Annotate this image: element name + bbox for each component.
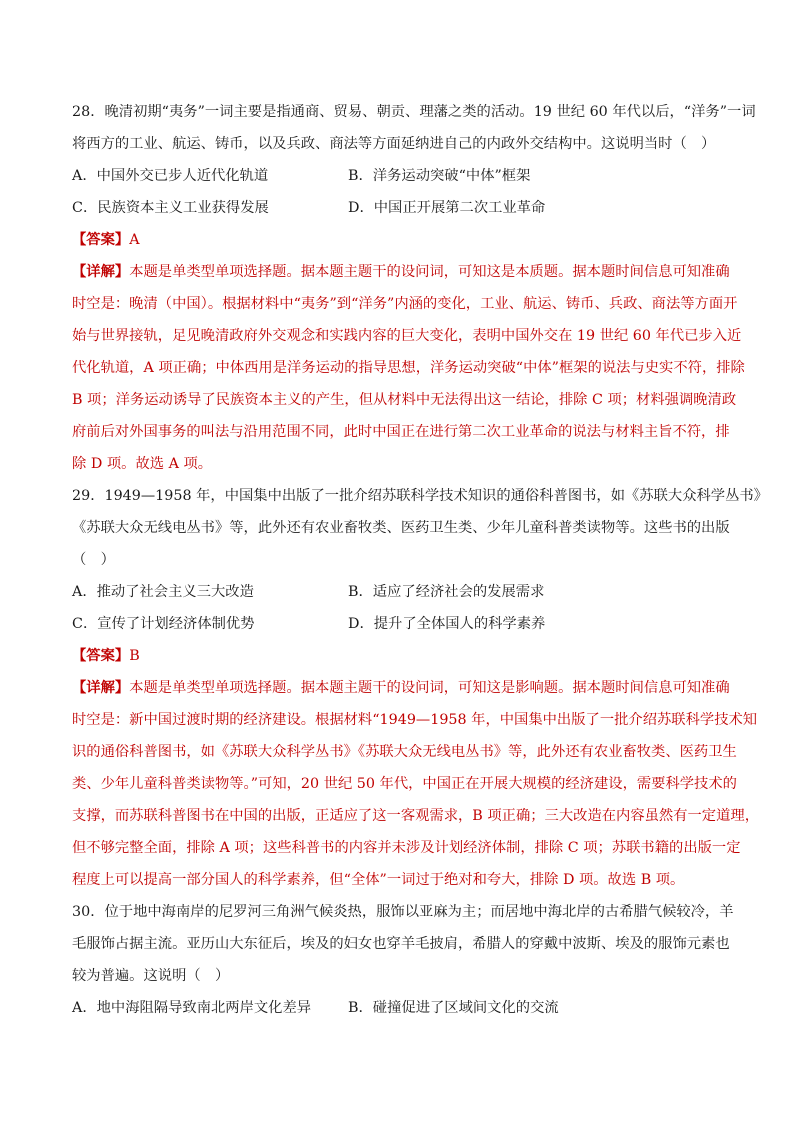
question-stem-line: 30．位于地中海南岸的尼罗河三角洲气候炎热，服饰以亚麻为主；而居地中海北岸的古希腊气候较冷，羊 <box>72 904 734 920</box>
options-row <box>72 160 724 192</box>
explanation-line <box>72 672 730 704</box>
question-stem-line: 《苏联大众无线电丛书》等，此外还有农业畜牧类、医药卫生类、少年儿童科普类读物等。这些书的出版 <box>72 520 730 536</box>
answer-value: A <box>129 232 140 248</box>
question-stem-line: 29．1949—1958 年，中国集中出版了一批介绍苏联科学技术知识的通俗科普图书，如《苏联大众科学丛书》 <box>72 488 768 504</box>
explanation-text: 本题是单类型单项选择题。据本题主题干的设问词，可知这是影响题。据本题时间信息可知准确 <box>129 680 730 696</box>
question-stem-line: 较为普遍。这说明（ ） <box>72 968 230 984</box>
explanation-line: 代化轨道，A 项正确；中体西用是洋务运动的指导思想，洋务运动突破“中体”框架的说法与史实不符，排除 <box>72 360 745 376</box>
explanation <box>72 256 745 480</box>
question-29 <box>72 480 768 896</box>
explain-tag: 【详解】 <box>72 264 130 280</box>
explanation-line: 时空是：新中国过渡时期的经济建设。根据材料“1949—1958 年，中国集中出版了一批介绍苏联科学技术知 <box>72 712 758 728</box>
explanation-line: 识的通俗科普图书，如《苏联大众科学丛书》《苏联大众无线电丛书》等，此外还有农业畜牧类、医药卫生 <box>72 744 737 760</box>
answer-tag: 【答案】 <box>72 232 130 248</box>
explanation-line: 类、少年儿童科普类读物等。”可知，20 世纪 50 年代，中国正在开展大规模的经济建设，需要科学技术的 <box>72 776 737 792</box>
option-c: C．宣传了计划经济体制优势 <box>72 616 255 632</box>
document-page <box>72 96 768 1024</box>
question-stem-line: 将西方的工业、航运、铸币，以及兵政、商法等方面延纳进自己的内政外交结构中。这说明当时（ ） <box>72 136 716 152</box>
option-d: D．提升了全体国人的科学素养 <box>348 616 546 632</box>
explain-tag: 【详解】 <box>72 680 130 696</box>
explanation-line: 程度上可以提高一部分国人的科学素养，但“全体”一词过于绝对和夸大，排除 D 项。故选 B 项。 <box>72 872 685 888</box>
explanation-line: 府前后对外国事务的叫法与沿用范围不同，此时中国正在进行第二次工业革命的说法与材料主旨不符，排 <box>72 424 730 440</box>
explanation <box>72 672 759 896</box>
explanation-line: B 项；洋务运动诱导了民族资本主义的产生，但从材料中无法得出这一结论，排除 C 项；材料强调晚清政 <box>72 392 737 408</box>
options-row <box>72 992 724 1024</box>
explanation-line <box>72 256 730 288</box>
explanation-line: 始与世界接轨，足见晚清政府外交观念和实践内容的巨大变化，表明中国外交在 19 世纪 60 年代已步入近 <box>72 328 742 344</box>
option-b: B．适应了经济社会的发展需求 <box>348 584 545 600</box>
options-row <box>72 576 724 608</box>
question-30 <box>72 896 734 1024</box>
question-stem-line: 28．晚清初期“夷务”一词主要是指通商、贸易、朝贡、理藩之类的活动。19 世纪 60 年代以后，“洋务”一词 <box>72 104 756 120</box>
answer-tag: 【答案】 <box>72 648 130 664</box>
option-a: A．地中海阻隔导致南北两岸文化差异 <box>72 1000 312 1016</box>
option-a: A．推动了社会主义三大改造 <box>72 584 254 600</box>
explanation-text: 本题是单类型单项选择题。据本题主题干的设问词，可知这是本质题。据本题时间信息可知准确 <box>129 264 730 280</box>
explanation-line: 但不够完整全面，排除 A 项；这些科普书的内容并未涉及计划经济体制，排除 C 项；苏联书籍的出版一定 <box>72 840 741 856</box>
question-28 <box>72 96 756 480</box>
option-a: A．中国外交已步人近代化轨道 <box>72 168 269 184</box>
question-stem-line: （ ） <box>72 552 115 568</box>
option-b: B．洋务运动突破“中体”框架 <box>348 168 531 184</box>
answer-line <box>72 224 724 256</box>
explanation-line: 除 D 项。故选 A 项。 <box>72 456 213 472</box>
option-b: B．碰撞促进了区域间文化的交流 <box>348 1000 559 1016</box>
explanation-line: 时空是：晚清（中国）。根据材料中“夷务”到“洋务”内涵的变化，工业、航运、铸币、兵政、商法等方面开 <box>72 296 738 312</box>
options-row <box>72 192 724 224</box>
option-c: C．民族资本主义工业获得发展 <box>72 200 269 216</box>
answer-line <box>72 640 724 672</box>
answer-value: B <box>129 648 140 664</box>
question-stem-line: 毛服饰占据主流。亚历山大东征后，埃及的妇女也穿羊毛披肩，希腊人的穿戴中波斯、埃及的服饰元素也 <box>72 936 730 952</box>
option-d: D．中国正开展第二次工业革命 <box>348 200 546 216</box>
explanation-line: 支撑，而苏联科普图书在中国的出版，正适应了这一客观需求，B 项正确；三大改造在内容虽然有一定道理， <box>72 808 759 824</box>
options-row <box>72 608 724 640</box>
